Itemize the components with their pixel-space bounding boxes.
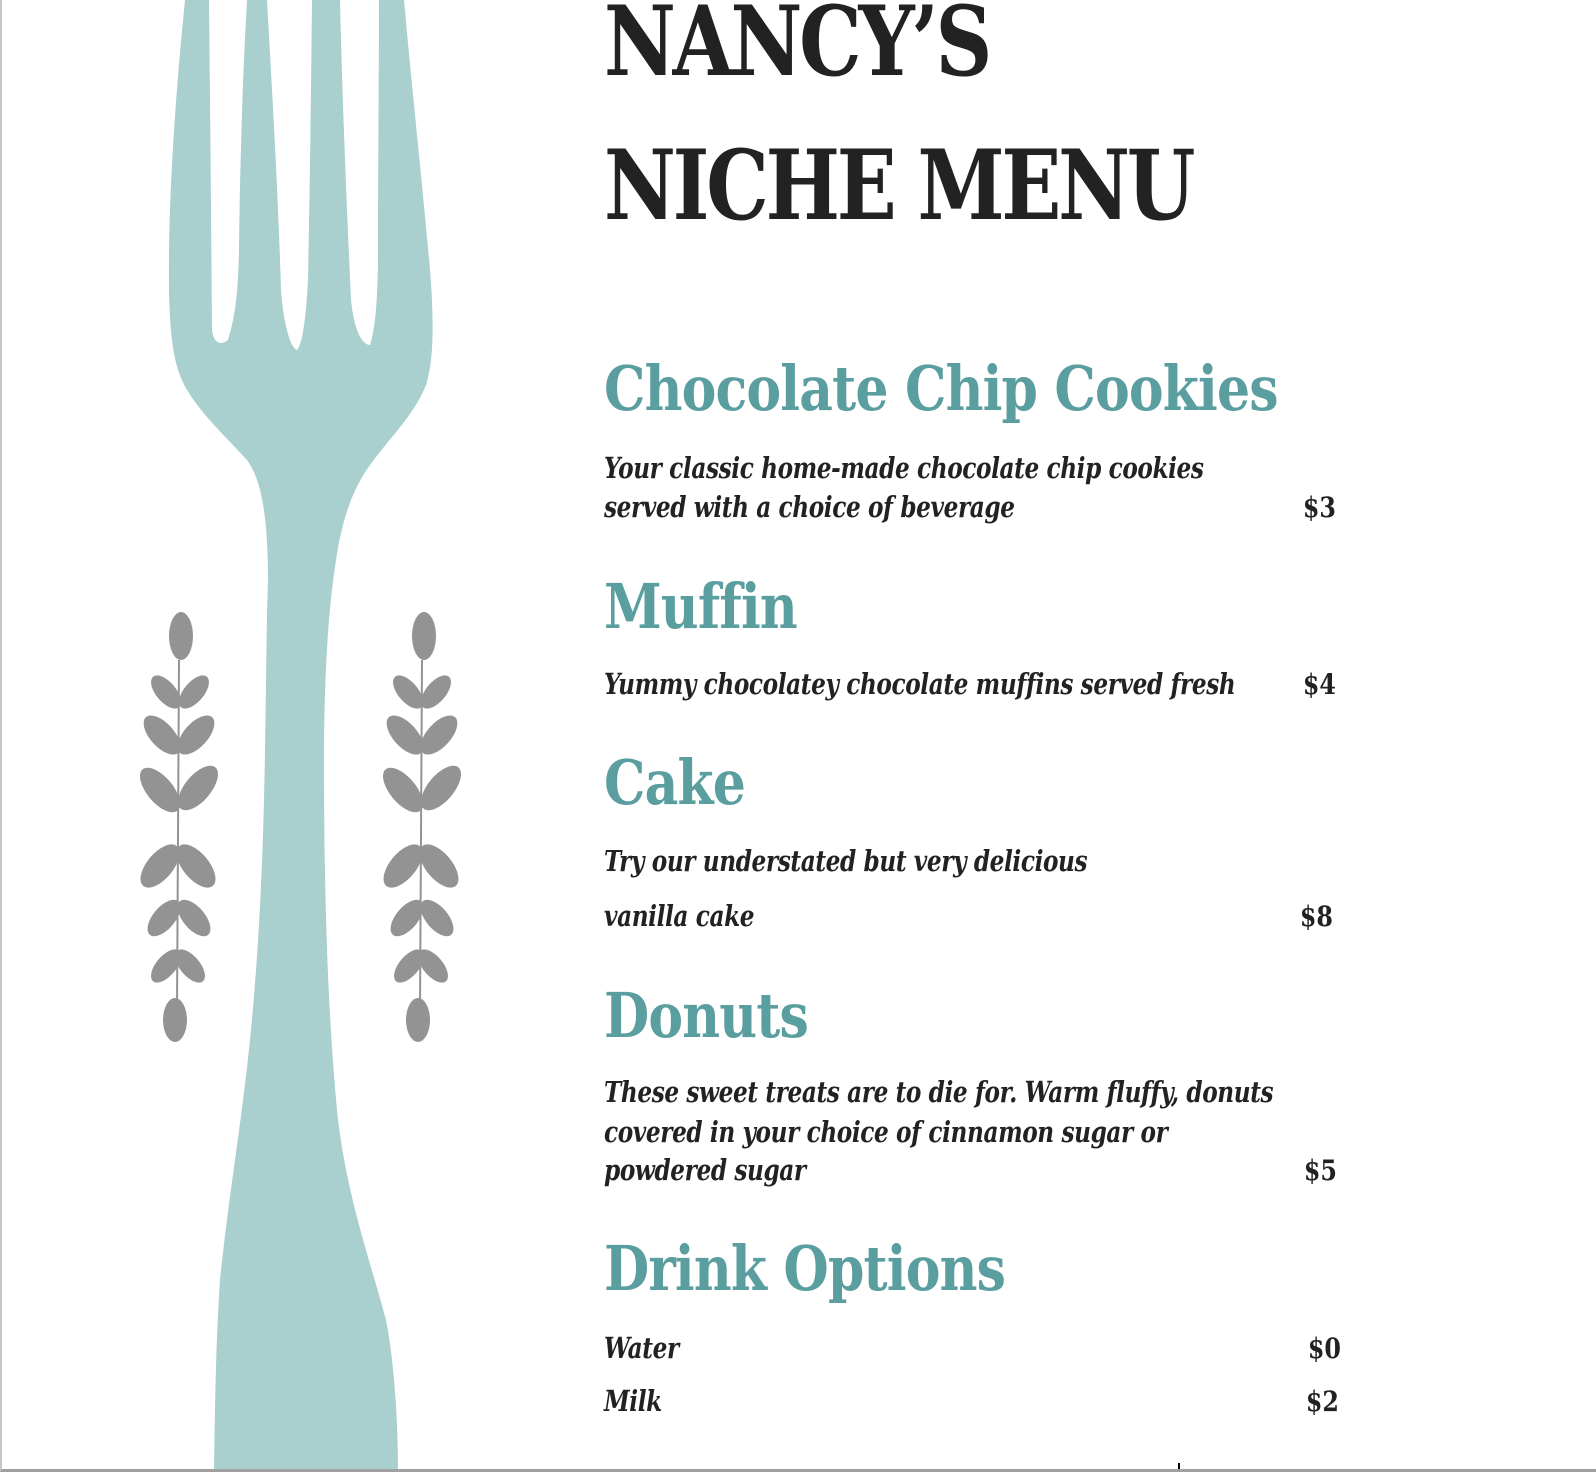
item-price: $4 bbox=[1302, 668, 1336, 701]
item-price: $8 bbox=[1299, 900, 1333, 933]
drink-name: Water bbox=[604, 1331, 679, 1365]
menu-title-line-2: NICHE MENU bbox=[604, 129, 1193, 242]
item-description: Try our understated but very delicious bbox=[604, 844, 1088, 878]
item-price: $3 bbox=[1302, 491, 1336, 524]
section-heading: Drink Options bbox=[604, 1232, 1006, 1305]
item-price: $5 bbox=[1303, 1154, 1337, 1187]
item-description: These sweet treats are to die for. Warm fluffy, donuts bbox=[604, 1075, 1274, 1109]
item-description: Your classic home-made chocolate chip cookies bbox=[604, 451, 1204, 485]
drink-price: $2 bbox=[1305, 1385, 1339, 1418]
item-description: served with a choice of beverage bbox=[604, 490, 1015, 524]
section-heading: Chocolate Chip Cookies bbox=[604, 352, 1278, 425]
fork-illustration bbox=[2, 0, 562, 1472]
text-cursor bbox=[1178, 1463, 1180, 1470]
drink-price: $0 bbox=[1307, 1332, 1341, 1365]
leaf-sprig-icon-right bbox=[376, 612, 469, 1042]
drink-name: Milk bbox=[604, 1384, 662, 1418]
item-description: powdered sugar bbox=[604, 1153, 806, 1187]
item-description: vanilla cake bbox=[604, 899, 755, 933]
menu-title-line-1: NANCY’S bbox=[604, 0, 990, 98]
section-heading: Cake bbox=[604, 746, 746, 819]
item-description: covered in your choice of cinnamon sugar or bbox=[604, 1115, 1168, 1149]
item-description: Yummy chocolatey chocolate muffins served fresh bbox=[604, 667, 1236, 701]
leaf-sprig-icon-left bbox=[133, 612, 226, 1042]
section-heading: Donuts bbox=[604, 979, 808, 1052]
section-heading: Muffin bbox=[604, 570, 797, 643]
